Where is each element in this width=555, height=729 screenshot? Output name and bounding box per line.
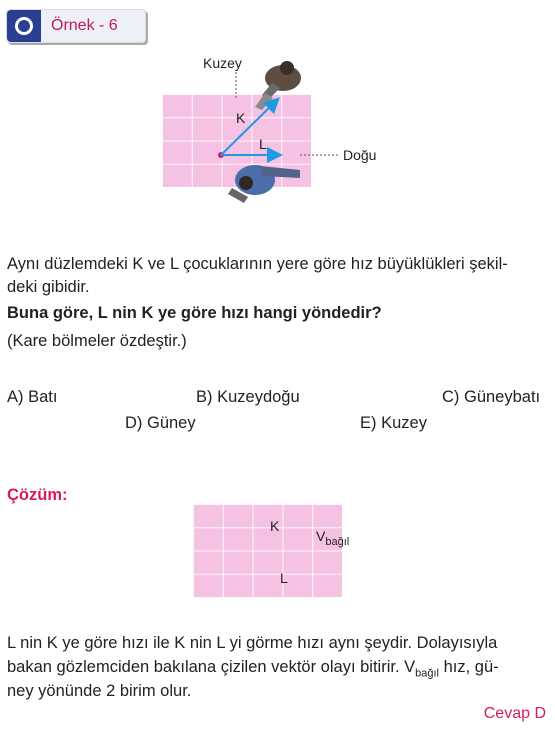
option-d: D) Güney [125,414,196,432]
solution-title: Çözüm: [7,486,68,504]
option-a: A) Batı [7,388,58,406]
vector-k-label: K [236,110,246,126]
solution-vector-l-label: L [280,570,288,586]
vector-k-arrow [221,100,277,155]
option-e: E) Kuzey [360,414,427,432]
question-note: (Kare bölmeler özdeştir.) [7,332,187,350]
east-label: Doğu [343,147,377,163]
question-line-2: deki gibidir. [7,278,90,296]
person-l-icon [228,165,300,203]
question-line-1: Aynı düzlemdeki K ve L çocuklarının yere göre hız büyüklükleri şekil- [7,255,508,273]
solution-vector-k-label: K [270,518,280,534]
solution-line-3: ney yönünde 2 birim olur. [7,682,192,700]
north-label: Kuzey [203,55,242,71]
answer-label: Cevap D [483,705,546,722]
grid-figure-2 [193,504,342,597]
person-k-icon [255,61,301,110]
vector-l-label: L [259,136,267,152]
option-c: C) Güneybatı [442,388,541,406]
option-b: B) Kuzeydoğu [196,388,300,406]
vrel-label: $V_{bağıl}$ [316,528,350,548]
example-label: Örnek - 6 [51,17,118,34]
solution-line-1: L nin K ye göre hızı ile K nin L yi görme hızı aynı şeydir. Dolayısıyla [7,634,498,652]
question-prompt: Buna göre, L nin K ye göre hızı hangi yöndedir? [7,304,382,322]
solution-line-2: bakan gözlemciden bakılana çizilen vektör olayı bitirir. $V_{bağıl}$ hız, gü- [7,658,499,680]
